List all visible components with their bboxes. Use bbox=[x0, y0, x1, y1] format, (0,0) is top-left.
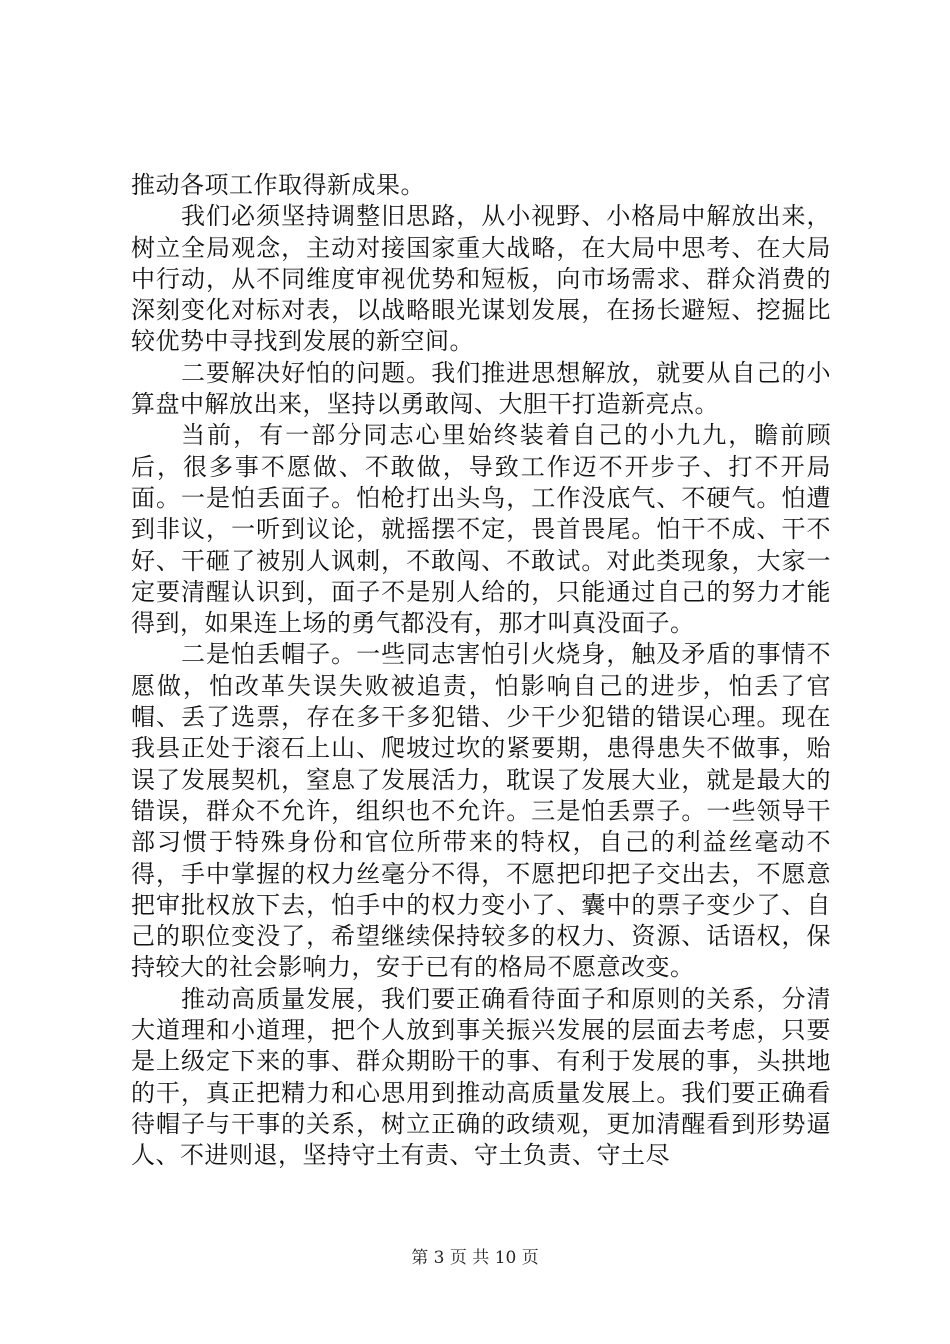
paragraph: 二是怕丢帽子。一些同志害怕引火烧身，触及矛盾的事情不愿做，怕改革失误失败被追责，怕影响自己的进步，怕丢了官帽、丢了选票，存在多干多犯错、少干少犯错的错误心理。现在我县正处于滚石上山、爬坡过坎的紧要期，患得患失不做事，贻误了发展契机，窒息了发展活力，耽误了发展大业，就是最大的错误，群众不允许，组织也不允许。三是怕丢票子。一些领导干部习惯于特殊身份和官位所带来的特权，自己的利益丝毫动不得，手中掌握的权力丝毫分不得，不愿把印把子交出去，不愿意把审批权放下去，怕手中的权力变小了、囊中的票子变少了、自己的职位变没了，希望继续保持较多的权力、资源、话语权，保持较大的社会影响力，安于已有的格局不愿意改变。 bbox=[131, 640, 831, 982]
page-number-footer: 第 3 页 共 10 页 bbox=[411, 1248, 539, 1268]
document-body bbox=[131, 170, 831, 1172]
paragraph: 我们必须坚持调整旧思路，从小视野、小格局中解放出来，树立全局观念，主动对接国家重大战略，在大局中思考、在大局中行动，从不同维度审视优势和短板，向市场需求、群众消费的深刻变化对标对表，以战略眼光谋划发展，在扬长避短、挖掘比较优势中寻找到发展的新空间。 bbox=[131, 202, 831, 356]
paragraph: 当前，有一部分同志心里始终装着自己的小九九，瞻前顾后，很多事不愿做、不敢做，导致工作迈不开步子、打不开局面。一是怕丢面子。怕枪打出头鸟，工作没底气、不硬气。怕遭到非议，一听到议论，就摇摆不定，畏首畏尾。怕干不成、干不好、干砸了被别人讽刺，不敢闯、不敢试。对此类现象，大家一定要清醒认识到，面子不是别人给的，只能通过自己的努力才能得到，如果连上场的勇气都没有，那才叫真没面子。 bbox=[131, 421, 831, 638]
paragraph: 推动高质量发展，我们要正确看待面子和原则的关系，分清大道理和小道理，把个人放到事关振兴发展的层面去考虑，只要是上级定下来的事、群众期盼干的事、有利于发展的事，头拱地的干，真正把精力和心思用到推动高质量发展上。我们要正确看待帽子与干事的关系，树立正确的政绩观，更加清醒看到形势逼人、不进则退，坚持守土有责、守土负责、守土尽 bbox=[131, 984, 831, 1170]
paragraph-continuation: 推动各项工作取得新成果。 bbox=[131, 171, 425, 199]
paragraph: 二要解决好怕的问题。我们推进思想解放，就要从自己的小算盘中解放出来，坚持以勇敢闯、大胆干打造新亮点。 bbox=[131, 358, 831, 419]
